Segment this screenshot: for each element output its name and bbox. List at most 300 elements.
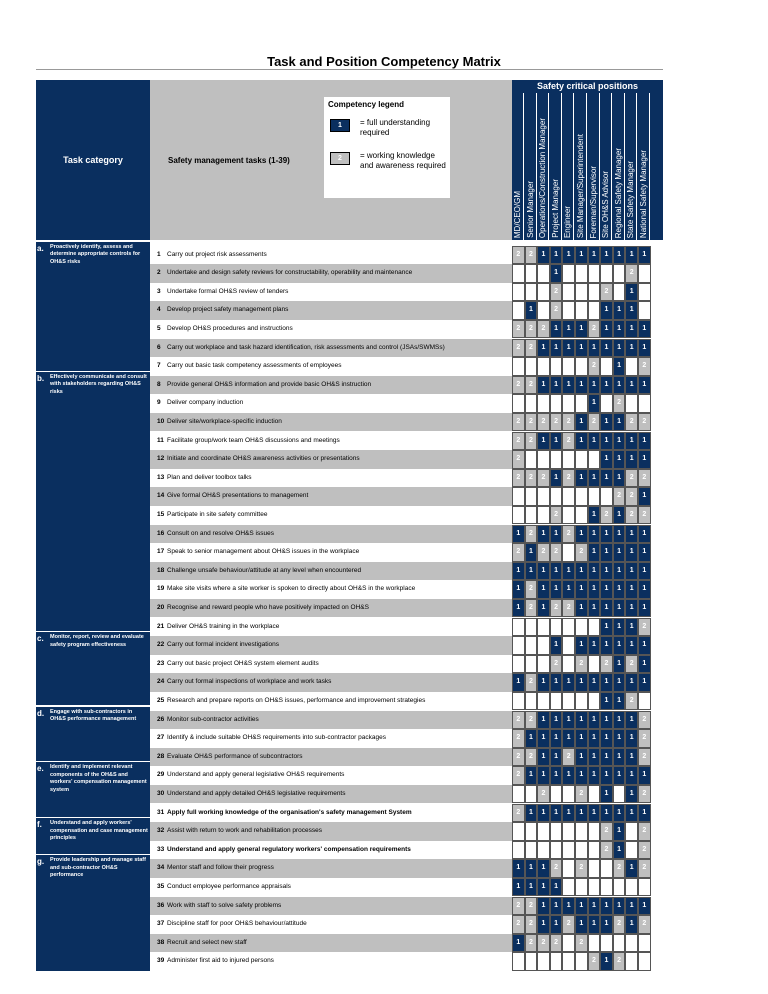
task-number: 11 [157,436,164,444]
competency-cell: 2 [638,506,651,525]
competency-cell: 1 [575,897,588,916]
competency-cell [537,394,550,413]
competency-cell: 2 [525,432,538,451]
competency-cell: 1 [512,673,525,692]
competency-cell: 1 [625,283,638,302]
competency-cell: 1 [625,450,638,469]
task-number: 2 [157,269,161,277]
task-text: Recognise and reward people who have positively impacted on OH&S [167,603,369,611]
competency-cell [562,692,575,711]
category-block [36,371,150,631]
task-number: 19 [157,585,165,593]
category-letter: c. [37,634,44,644]
task-number: 30 [157,789,165,797]
competency-cell: 1 [600,376,613,395]
task-number: 39 [157,957,165,965]
table-row [150,655,512,674]
competency-cell: 1 [550,915,563,934]
competency-cell [588,785,601,804]
competency-cell: 1 [613,580,626,599]
competency-cell: 1 [638,543,651,562]
competency-cell: 1 [512,859,525,878]
task-number: 16 [157,529,165,537]
competency-cell [638,394,651,413]
competency-cell: 1 [588,711,601,730]
competency-cell [537,357,550,376]
competency-cell: 1 [638,897,651,916]
competency-cell: 1 [537,748,550,767]
competency-cell: 2 [638,357,651,376]
task-text: Carry out basic project OH&S system element audits [167,659,319,667]
task-number: 15 [157,510,165,518]
competency-cell: 1 [575,562,588,581]
competency-cell: 1 [537,432,550,451]
competency-cell [575,357,588,376]
competency-cell: 1 [575,915,588,934]
competency-cell: 2 [512,320,525,339]
competency-cell: 1 [575,599,588,618]
competency-cell [512,487,525,506]
competency-cell: 1 [588,766,601,785]
competency-cell: 2 [550,301,563,320]
competency-cell [562,283,575,302]
competency-cell [625,878,638,897]
competency-cell: 2 [562,525,575,544]
competency-cell [562,636,575,655]
competency-cell: 1 [638,599,651,618]
competency-cell: 1 [613,543,626,562]
competency-cell: 2 [550,283,563,302]
competency-cell: 2 [512,432,525,451]
competency-cell [562,543,575,562]
competency-cell [537,841,550,860]
competency-cell: 1 [638,487,651,506]
competency-cell: 1 [588,376,601,395]
competency-cell [600,859,613,878]
competency-cell [588,934,601,953]
competency-cell: 1 [575,413,588,432]
competency-cell: 2 [575,543,588,562]
table-row [150,766,512,785]
task-text: Carry out formal incident investigations [167,641,279,649]
competency-cell: 2 [512,748,525,767]
competency-cell: 1 [625,711,638,730]
legend-working-text: = working knowledge and awareness required [360,151,446,170]
competency-cell [575,506,588,525]
competency-cell: 1 [537,562,550,581]
table-row [150,748,512,767]
competency-cell: 2 [512,413,525,432]
competency-cell [550,450,563,469]
competency-cell: 2 [600,655,613,674]
competency-cell: 1 [625,766,638,785]
competency-cell [613,785,626,804]
competency-cell: 1 [575,711,588,730]
competency-cell: 1 [588,915,601,934]
competency-cell [512,301,525,320]
competency-cell [575,301,588,320]
competency-cell: 1 [638,246,651,265]
competency-cell: 1 [625,525,638,544]
category-block [36,631,150,705]
competency-cell: 1 [588,394,601,413]
competency-cell [550,394,563,413]
category-block [36,854,150,971]
competency-cell: 2 [600,841,613,860]
competency-cell: 1 [600,413,613,432]
competency-cell: 1 [613,822,626,841]
category-letter: f. [37,820,42,830]
competency-cell: 1 [625,339,638,358]
competency-cell: 1 [575,673,588,692]
competency-cell: 1 [512,525,525,544]
competency-cell: 1 [525,859,538,878]
competency-cell [562,952,575,971]
competency-cell: 1 [625,748,638,767]
competency-cell: 2 [550,655,563,674]
position-header [613,93,625,240]
competency-cell: 1 [525,562,538,581]
competency-cell: 1 [550,897,563,916]
competency-cell [525,952,538,971]
competency-cell: 1 [613,320,626,339]
competency-cell: 1 [625,580,638,599]
competency-cell: 1 [537,804,550,823]
competency-cell: 1 [562,766,575,785]
task-text: Carry out workplace and task hazard identification, risk assessments and control (JSAs/SWMSs) [167,343,445,351]
competency-cell: 1 [562,376,575,395]
task-text: Recruit and select new staff [167,938,247,946]
competency-cell: 2 [525,469,538,488]
competency-cell: 1 [550,878,563,897]
competency-cell: 1 [588,636,601,655]
competency-cell [550,692,563,711]
task-text: Research and prepare reports on OH&S issues, performance and improvement strategies [167,696,426,704]
task-number: 12 [157,455,165,463]
competency-cell [638,301,651,320]
competency-cell [525,636,538,655]
competency-cell: 2 [525,711,538,730]
competency-cell: 1 [600,897,613,916]
competency-cell: 1 [575,766,588,785]
competency-cell: 2 [512,339,525,358]
category-letter: e. [37,764,44,774]
competency-cell: 1 [600,952,613,971]
competency-cell: 1 [600,246,613,265]
competency-cell [537,264,550,283]
competency-cell: 2 [638,785,651,804]
competency-cell [562,822,575,841]
competency-cell [512,822,525,841]
task-text: Assist with return to work and rehabilitation processes [167,827,322,835]
competency-cell: 1 [537,897,550,916]
task-text: Deliver company induction [167,399,244,407]
table-row [150,394,512,413]
task-number: 31 [157,808,165,816]
task-number: 25 [157,696,165,704]
competency-cell: 2 [575,934,588,953]
position-label: Senior Manager [525,181,535,238]
competency-cell: 1 [575,320,588,339]
competency-cell [600,394,613,413]
competency-cell: 1 [613,506,626,525]
competency-cell: 2 [525,376,538,395]
competency-cell: 2 [588,320,601,339]
competency-cell [613,264,626,283]
competency-cell: 1 [550,673,563,692]
position-header [588,93,600,240]
competency-cell [562,655,575,674]
competency-cell [638,692,651,711]
competency-cell: 1 [625,859,638,878]
task-text: Undertake and design safety reviews for constructability, operability and maintenance [167,269,413,277]
task-text: Apply full working knowledge of the organisation's safety management System [167,808,412,816]
competency-cell: 1 [638,432,651,451]
task-number: 24 [157,678,165,686]
competency-cell [625,394,638,413]
competency-cell: 2 [588,357,601,376]
competency-cell: 1 [562,246,575,265]
category-block [36,761,150,817]
competency-cell [638,283,651,302]
competency-cell: 2 [525,580,538,599]
competency-cell: 2 [613,487,626,506]
task-number: 4 [157,306,161,314]
table-row [150,320,512,339]
competency-cell: 2 [613,859,626,878]
competency-cell [562,357,575,376]
competency-cell: 2 [525,599,538,618]
table-row [150,525,512,544]
competency-cell: 2 [588,952,601,971]
competency-cell: 1 [600,915,613,934]
competency-cell: 2 [525,246,538,265]
position-label: Site OH&S Advisor [601,170,611,238]
competency-cell: 1 [550,432,563,451]
competency-cell: 2 [512,766,525,785]
competency-cell: 1 [562,339,575,358]
legend-working-swatch: 2 [330,152,350,165]
competency-cell: 2 [537,785,550,804]
competency-cell: 2 [525,339,538,358]
task-number: 14 [157,492,165,500]
competency-cell: 1 [575,748,588,767]
competency-cell [537,692,550,711]
competency-cell [525,506,538,525]
competency-cell: 1 [600,804,613,823]
competency-cell: 1 [537,878,550,897]
competency-cell [550,618,563,637]
competency-cell: 2 [550,543,563,562]
table-row [150,580,512,599]
task-text: Carry out basic task competency assessments of employees [167,362,342,370]
competency-cell [550,357,563,376]
task-number: 1 [157,250,161,258]
competency-cell: 2 [638,711,651,730]
competency-cell [588,487,601,506]
page-title: Task and Position Competency Matrix [267,54,501,69]
task-text: Plan and deliver toolbox talks [167,473,252,481]
competency-cell: 1 [600,785,613,804]
competency-cell: 1 [638,525,651,544]
competency-cell [575,692,588,711]
competency-cell: 1 [613,618,626,637]
table-row [150,618,512,637]
category-letter: b. [37,373,45,383]
position-label: Engineer [563,205,573,238]
task-number: 32 [157,827,165,835]
competency-cell: 2 [512,804,525,823]
competency-cell: 2 [512,450,525,469]
task-number: 17 [157,548,165,556]
position-header [525,93,537,240]
competency-cell: 1 [550,729,563,748]
legend-full-swatch: 1 [330,119,350,132]
competency-cell: 2 [512,376,525,395]
table-row [150,450,512,469]
competency-cell: 1 [575,636,588,655]
task-number: 29 [157,771,165,779]
competency-cell: 1 [588,432,601,451]
competency-cell: 1 [600,339,613,358]
competency-cell [625,934,638,953]
competency-cell: 1 [638,766,651,785]
competency-cell [512,841,525,860]
competency-cell: 2 [512,915,525,934]
competency-cell: 2 [613,915,626,934]
task-number: 10 [157,417,165,425]
competency-cell: 1 [537,246,550,265]
competency-cell: 1 [613,376,626,395]
competency-cell: 1 [625,729,638,748]
table-row [150,469,512,488]
tasks-header-label: Safety management tasks (1-39) [168,156,290,165]
competency-cell: 2 [525,934,538,953]
competency-cell: 2 [575,859,588,878]
competency-cell [638,952,651,971]
position-header [638,93,650,240]
competency-cell: 2 [575,655,588,674]
task-number: 34 [157,864,165,872]
competency-cell: 1 [588,506,601,525]
competency-cell [525,692,538,711]
competency-cell: 1 [625,599,638,618]
competency-cell [537,822,550,841]
competency-cell: 1 [625,915,638,934]
competency-cell [588,859,601,878]
task-number: 36 [157,901,165,909]
competency-cell [600,264,613,283]
category-text: Provide leadership and manage staff and sub-contractor OH&S performance [50,857,146,879]
category-text: Proactively identify, assess and determine appropriate controls for OH&S risks [50,243,141,265]
competency-cell [562,934,575,953]
competency-cell: 2 [562,748,575,767]
task-number: 38 [157,938,165,946]
competency-cell [525,394,538,413]
competency-cell: 1 [600,636,613,655]
task-text: Speak to senior management about OH&S issues in the workplace [167,548,360,556]
competency-cell [625,841,638,860]
competency-cell: 2 [562,915,575,934]
competency-cell: 1 [638,376,651,395]
competency-cell: 2 [625,469,638,488]
competency-cell [625,952,638,971]
competency-cell: 1 [600,469,613,488]
competency-cell: 2 [550,413,563,432]
competency-cell: 1 [550,339,563,358]
competency-cell [575,264,588,283]
category-letter: g. [37,857,45,867]
table-row [150,897,512,916]
competency-cell: 2 [525,413,538,432]
competency-cell: 2 [562,469,575,488]
competency-cell [512,636,525,655]
position-header [575,93,587,240]
table-row [150,599,512,618]
competency-cell: 1 [613,766,626,785]
task-text: Identify & include suitable OH&S requirements into sub-contractor packages [167,734,386,742]
competency-cell: 1 [600,580,613,599]
competency-cell: 1 [600,432,613,451]
competency-cell: 1 [525,878,538,897]
competency-cell: 1 [537,729,550,748]
position-label: MD/CEO/GM [513,190,522,238]
competency-cell: 1 [512,580,525,599]
table-row [150,636,512,655]
competency-cell: 1 [600,525,613,544]
competency-cell: 2 [562,599,575,618]
task-text: Make site visits where a site worker is spoken to directly about OH&S in the workplace [167,585,416,593]
competency-cell: 1 [537,859,550,878]
competency-cell: 1 [512,934,525,953]
competency-cell: 1 [575,339,588,358]
competency-cell: 2 [512,897,525,916]
competency-cell [638,934,651,953]
competency-cell: 1 [613,469,626,488]
competency-cell: 2 [512,543,525,562]
competency-cell: 2 [625,487,638,506]
task-text: Discipline staff for poor OH&S behaviour/attitude [167,920,307,928]
competency-cell [525,450,538,469]
competency-cell: 1 [550,636,563,655]
competency-cell: 2 [512,729,525,748]
competency-cell: 2 [537,320,550,339]
competency-cell: 1 [613,599,626,618]
competency-cell [537,506,550,525]
competency-cell: 2 [550,859,563,878]
competency-cell [575,878,588,897]
table-row [150,859,512,878]
competency-cell [550,487,563,506]
competency-cell: 2 [537,469,550,488]
competency-cell: 1 [575,804,588,823]
competency-cell [525,264,538,283]
task-number: 18 [157,566,165,574]
competency-cell: 1 [525,804,538,823]
competency-cell: 1 [550,766,563,785]
competency-cell [550,822,563,841]
table-row [150,339,512,358]
competency-cell [575,952,588,971]
competency-cell [613,283,626,302]
competency-cell [613,934,626,953]
competency-cell [638,264,651,283]
position-label: Operations/Construction Manager [538,117,548,238]
task-number: 27 [157,734,165,742]
competency-cell: 1 [575,525,588,544]
competency-cell [575,841,588,860]
competency-cell [562,859,575,878]
